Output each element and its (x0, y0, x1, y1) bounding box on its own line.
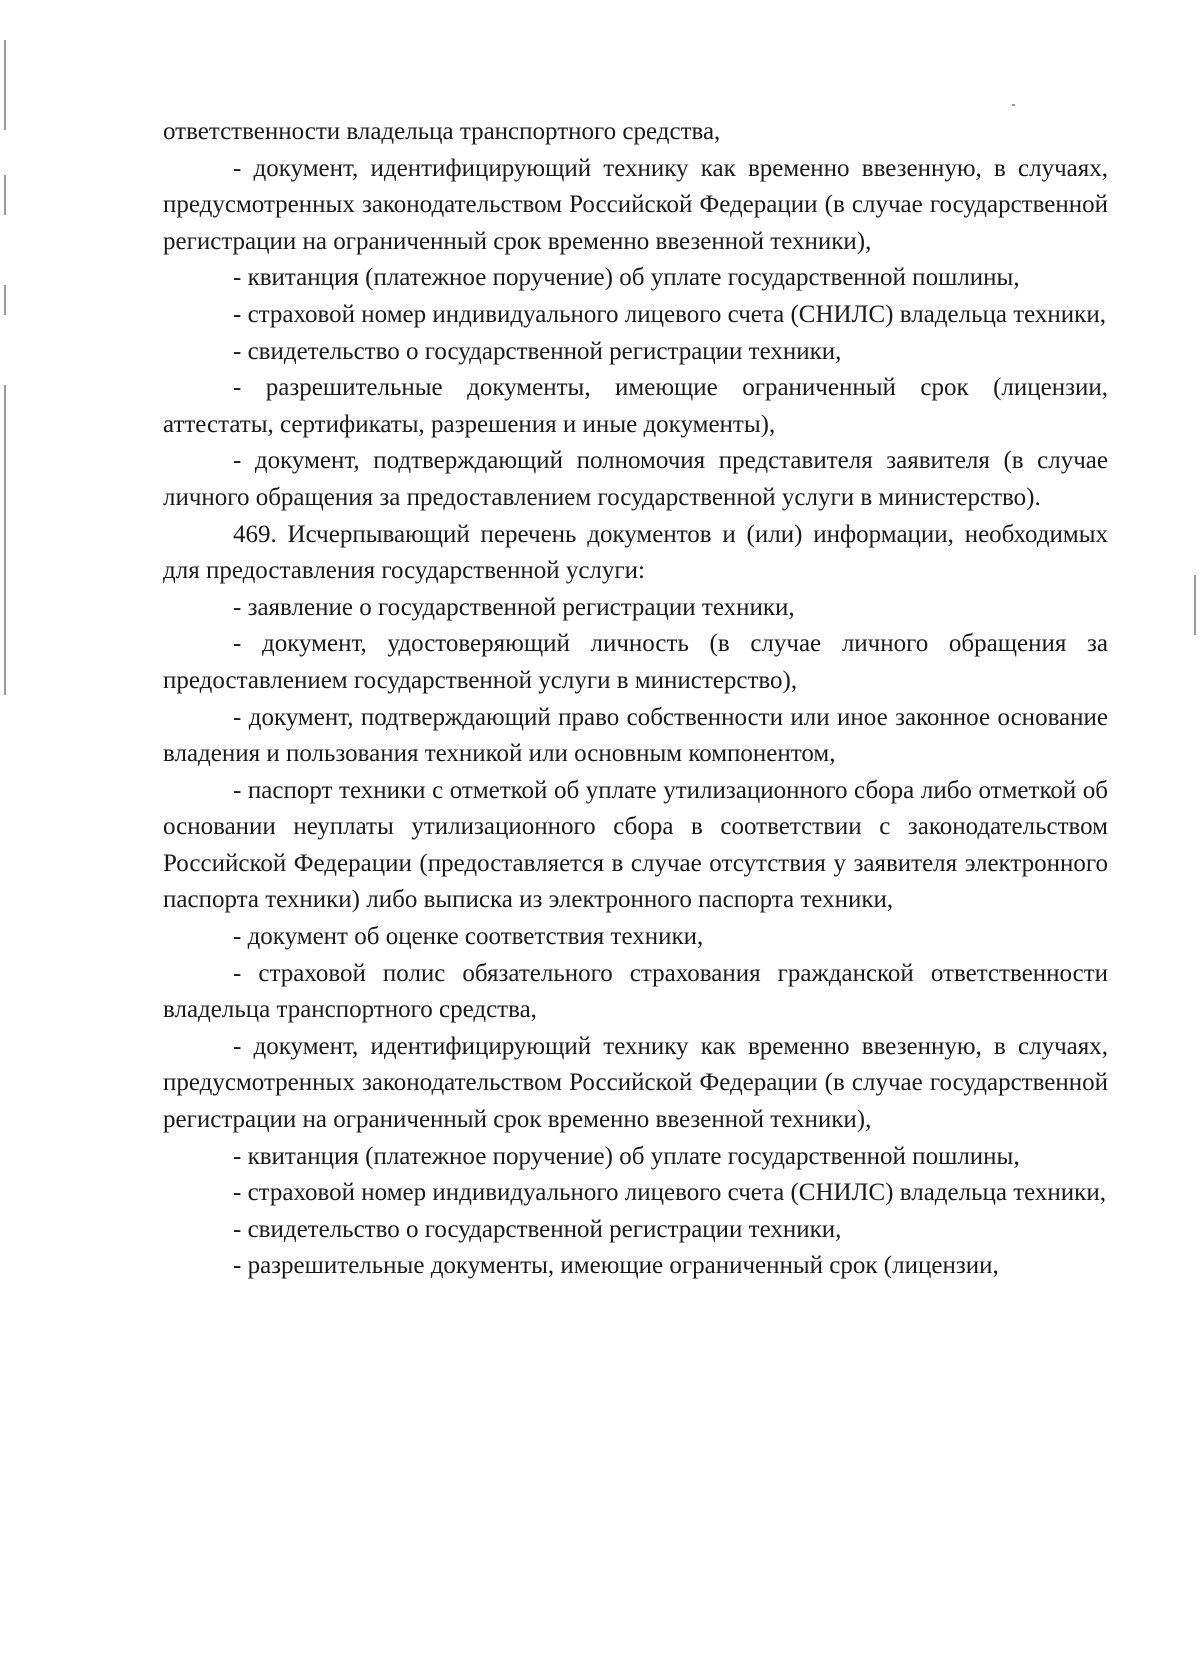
scan-mark-right-1 (1194, 575, 1196, 635)
section-469-heading: 469. Исчерпывающий перечень документов и (или) информации, необходимых для предоставления государственной услуги: (163, 520, 1108, 585)
scan-mark-left-4 (4, 385, 6, 695)
paragraph: - документ, подтверждающий право собственности или иное законное основание владения и пользования техникой или основным компонентом, (163, 703, 1108, 768)
paragraph: ответственности владельца транспортного средства, (163, 118, 721, 145)
paragraph: - документ, подтверждающий полномочия представителя заявителя (в случае личного обращения за предоставлением государственной услуги в министерство). (163, 447, 1108, 511)
paragraph: - документ, идентифицирующий технику как временно ввезенную, в случаях, предусмотренных законодательством Российской Федерации (в случае государственной регистрации на ограниченный срок временно ввезенной техники), (163, 1032, 1108, 1134)
paragraph: - документ, удостоверяющий личность (в случае личного обращения за предоставлением государственной услуги в министерство), (163, 630, 1108, 694)
paragraph: - свидетельство о государственной регистрации техники, (233, 1215, 842, 1243)
paragraph: - разрешительные документы, имеющие ограниченный срок (лицензии, аттестаты, сертификаты, разрешения и иные документы), (163, 374, 1108, 438)
paragraph: - квитанция (платежное поручение) об уплате государственной пошлины, (233, 264, 1020, 292)
scan-mark-top-dot (1012, 104, 1015, 106)
document-body (163, 114, 1108, 1285)
scan-mark-left-3 (4, 285, 6, 315)
paragraph: - заявление о государственной регистрации техники, (233, 593, 795, 621)
paragraph: - разрешительные документы, имеющие ограниченный срок (лицензии, (233, 1252, 999, 1280)
paragraph: - страховой полис обязательного страхования гражданской ответственности владельца транспортного средства, (163, 959, 1108, 1024)
paragraph: - страховой номер индивидуального лицевого счета (СНИЛС) владельца техники, (233, 300, 1106, 328)
scan-mark-left-1 (4, 40, 6, 130)
paragraph: - паспорт техники с отметкой об уплате утилизационного сбора либо отметкой об основании неуплаты утилизационного сбора в соответствии с законодательством Российской Федерации (предоставляется в случае отсутствия у заявителя электронного паспорта техники) либо выписка из электронного паспорта техники, (163, 776, 1108, 914)
paragraph: - документ, идентифицирующий технику как временно ввезенную, в случаях, предусмотренных законодательством Российской Федерации (в случае государственной регистрации на ограниченный срок временно ввезенной техники), (163, 154, 1108, 255)
paragraph: - документ об оценке соответствия техники, (233, 923, 704, 951)
paragraph: - квитанция (платежное поручение) об уплате государственной пошлины, (233, 1142, 1020, 1170)
scan-mark-left-2 (4, 175, 6, 215)
paragraph: - страховой номер индивидуального лицевого счета (СНИЛС) владельца техники, (233, 1179, 1106, 1207)
paragraph: - свидетельство о государственной регистрации техники, (233, 337, 842, 365)
